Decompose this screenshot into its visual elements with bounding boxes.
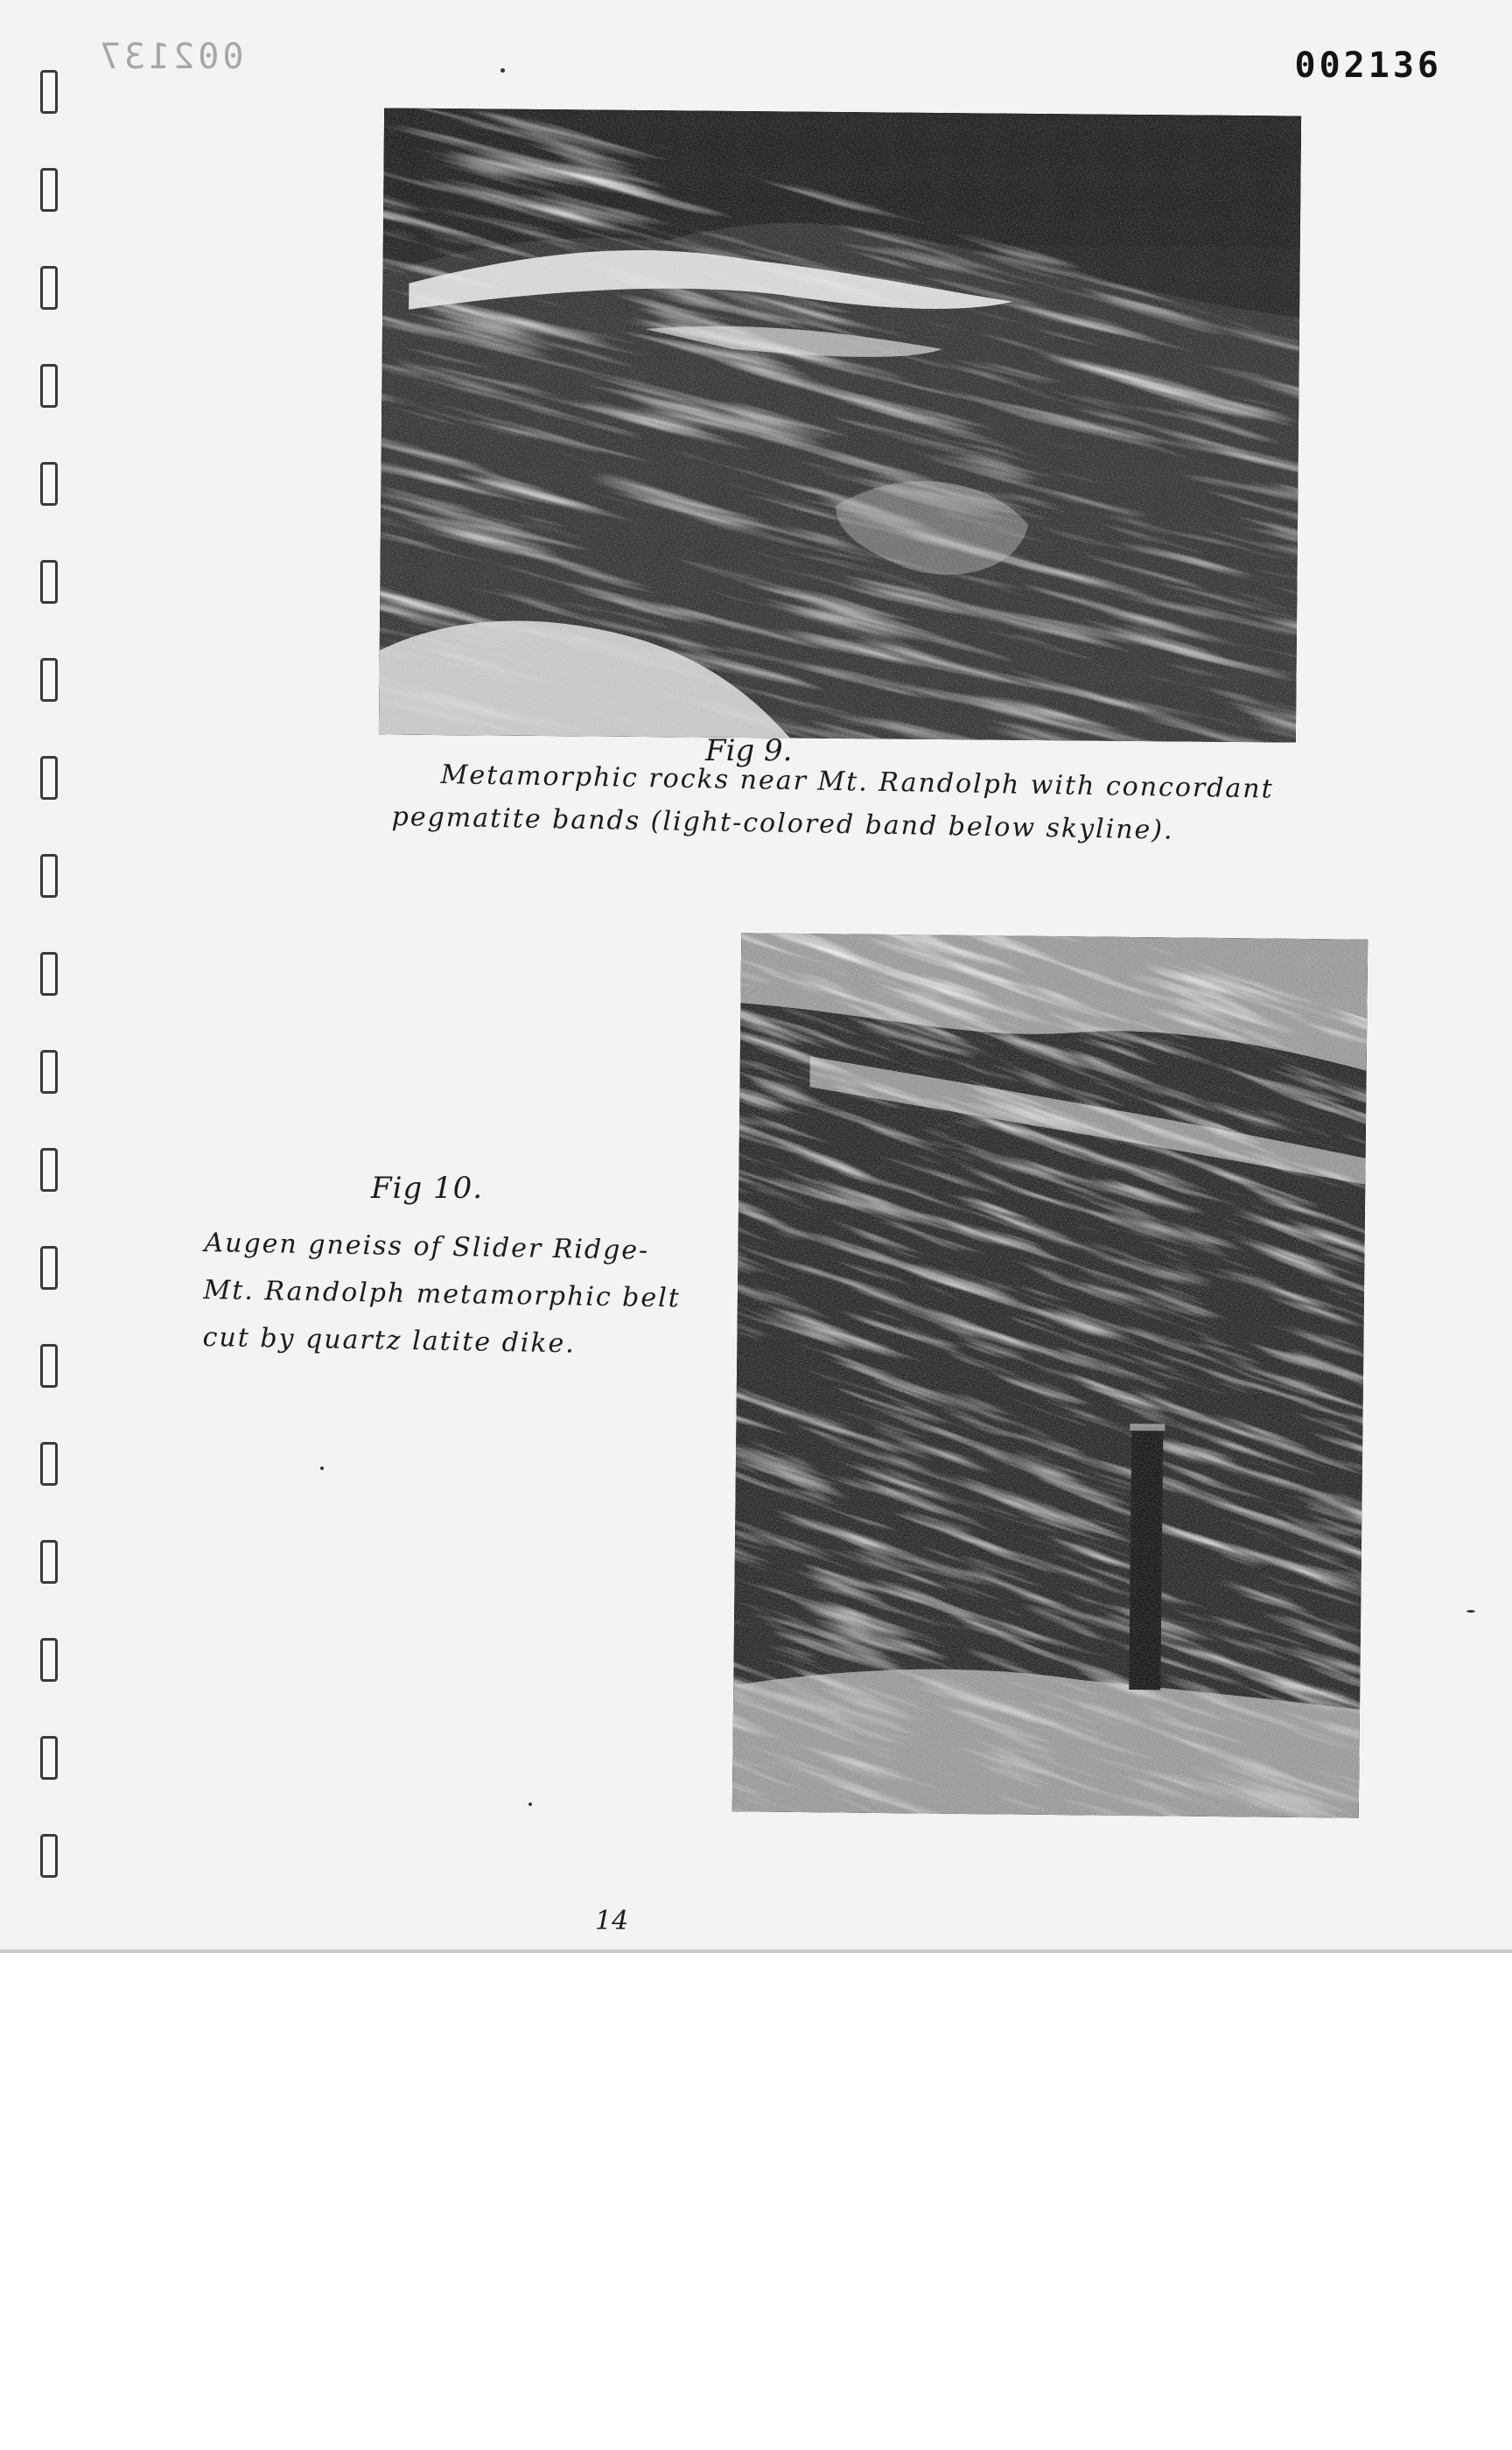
fig-10-caption-line-2: Mt. Randolph metamorphic belt (203, 1274, 682, 1314)
scan-speck (528, 1802, 532, 1806)
photo-fig-10 (732, 933, 1368, 1817)
scan-speck (320, 1466, 324, 1470)
binder-hole (40, 1148, 58, 1192)
binder-hole (40, 266, 58, 310)
fig-10-caption (202, 1220, 712, 1370)
scan-edge (0, 1950, 1512, 1953)
fig-9-label: Fig 9. (705, 733, 793, 768)
page-id-number: 002136 (1294, 46, 1442, 86)
binder-hole (40, 168, 58, 212)
binder-hole (40, 364, 58, 408)
fig-10-caption-line-3: cut by quartz latite dike. (202, 1321, 577, 1360)
binder-hole (40, 70, 58, 114)
photo-fig-9-image (379, 108, 1301, 742)
binder-hole (40, 1834, 58, 1878)
binder-hole (40, 1736, 58, 1780)
binder-hole (40, 462, 58, 506)
photo-fig-9 (379, 108, 1301, 742)
fig-9-caption-line-1: Metamorphic rocks near Mt. Randolph with concordant (440, 760, 1275, 805)
fig-10-label: Fig 10. (371, 1171, 484, 1206)
page-number: 14 (595, 1906, 629, 1936)
binder-hole (40, 560, 58, 604)
fig-10-caption-line-1: Augen gneiss of Slider Ridge- (204, 1227, 650, 1266)
binder-hole (40, 1540, 58, 1584)
binder-hole (40, 658, 58, 702)
binder-holes (40, 70, 66, 1890)
binder-hole (40, 1344, 58, 1388)
scan-speck (1466, 1610, 1475, 1613)
scan-speck (500, 68, 505, 73)
binder-hole (40, 952, 58, 996)
bleed-through-page-id: 002137 (96, 37, 244, 77)
binder-hole (40, 1442, 58, 1486)
binder-hole (40, 1246, 58, 1290)
fig-9-caption-line-2: pegmatite bands (light-colored band below skyline). (391, 802, 1174, 846)
binder-hole (40, 756, 58, 800)
binder-hole (40, 1050, 58, 1094)
binder-hole (40, 1638, 58, 1682)
binder-hole (40, 854, 58, 898)
photo-fig-10-image (732, 933, 1368, 1817)
